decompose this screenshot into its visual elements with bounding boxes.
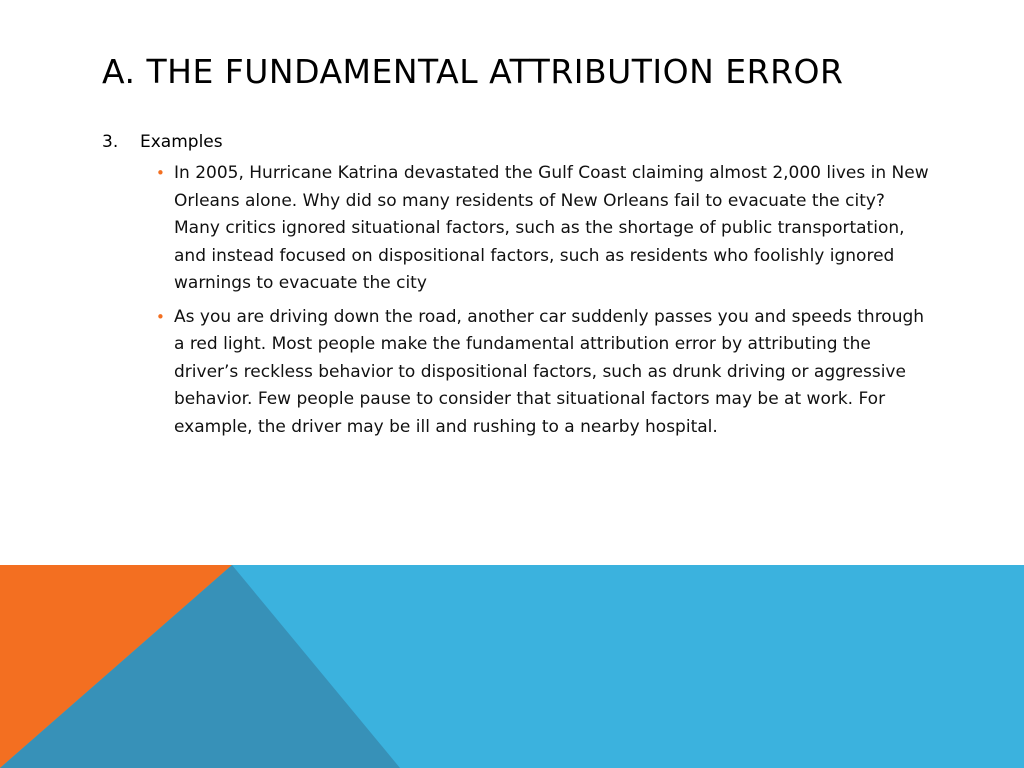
numbered-heading <box>102 130 932 154</box>
bullet-marker-icon: • <box>156 164 165 182</box>
slide-content <box>102 130 932 447</box>
bullet-item <box>156 304 930 442</box>
decorative-band <box>0 565 1024 768</box>
item-number: 3. <box>102 132 119 152</box>
bullet-marker-icon: • <box>156 307 165 326</box>
bullet-text: In 2005, Hurricane Katrina devastated the Gulf Coast claiming almost 2,000 lives in New Orleans alone. Why did so many residents of New Orleans fail to evacuate the city? Many critics ignored situational factors, such as the shortage of public transportation, and instead focused on dispositional factors, such as residents who foolishly ignored warnings to evacuate the city <box>174 163 929 293</box>
bullet-text: As you are driving down the road, another car suddenly passes you and speeds through a red light. Most people make the fundamental attribution error by attributing the driver’s reckless behavior to dispositional factors, such as drunk driving or aggressive behavior. Few people pause to consider that situational factors may be at work. For example, the driver may be ill and rushing to a nearby hospital. <box>174 306 925 437</box>
bullet-list <box>102 160 932 441</box>
bullet-item <box>156 160 930 298</box>
slide-title: A. THE FUNDAMENTAL ATTRIBUTION ERROR <box>102 52 844 91</box>
item-heading: Examples <box>140 132 223 152</box>
